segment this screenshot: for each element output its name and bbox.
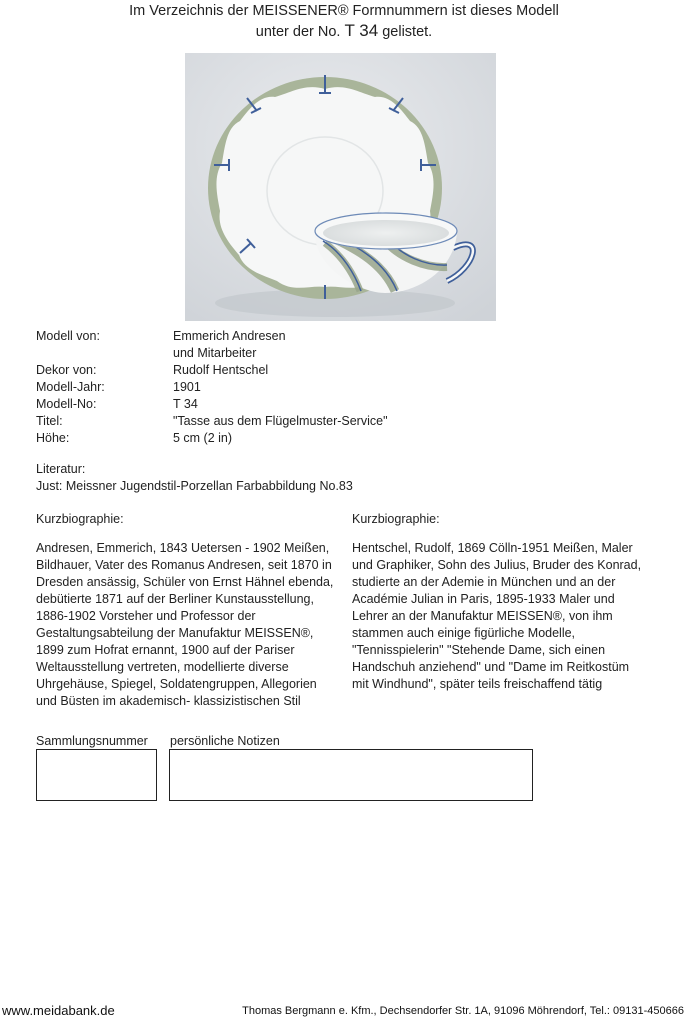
header-line-1: Im Verzeichnis der MEISSENER® Formnummern ist dieses Modell [129,3,559,19]
bio-line: "Tennisspielerin" "Stehende Dame, sich einen [352,643,606,657]
header-line-2 [0,21,688,42]
detail-label: Modell-Jahr: [36,380,105,394]
collection-number-field[interactable] [36,749,157,801]
bio-text-hentschel [352,540,652,693]
bio-heading-hentschel: Kurzbiographie: [352,512,440,526]
personal-notes-field[interactable] [169,749,533,801]
bio-line: und Graphiker, Sohn des Julius, Bruder des Konrad, [352,558,642,572]
literature-section [36,461,353,495]
bio-line: Académie Julian in Paris, 1895-1933 Maler und [352,592,615,606]
footer-website-link[interactable]: www.meidabank.de [2,1003,115,1018]
literature-text: Just: Meissner Jugendstil-Porzellan Farbabbildung No.83 [36,479,353,493]
bio-text-andresen [36,540,336,710]
bio-line: debütierte 1871 auf der Berliner Kunstausstellung, [36,592,314,606]
bio-line: Gestaltungsabteilung der Manufaktur MEISSEN®, [36,626,314,640]
bio-line: 1886-1902 Vorsteher und Professor der [36,609,256,623]
detail-label: Dekor von: [36,363,97,377]
product-photo [185,53,496,321]
cup-and-saucer-illustration [185,53,496,321]
bio-line: stammen auch einige figürliche Modelle, [352,626,576,640]
detail-value: und Mitarbeiter [173,346,257,360]
detail-value: Rudolf Hentschel [173,363,269,377]
bio-line: 1899 zum Hofrat ernannt, 1900 auf der Pariser [36,643,295,657]
bio-line: studierte an der Ademie in München und an der [352,575,616,589]
detail-value: 1901 [173,380,201,394]
personal-notes-label: persönliche Notizen [170,734,280,748]
bio-line: Bildhauer, Vater des Romanus Andresen, seit 1870 in [36,558,332,572]
detail-label: Modell von: [36,329,100,343]
detail-value: T 34 [173,397,198,411]
bio-line: Andresen, Emmerich, 1843 Uetersen - 1902 Meißen, [36,541,330,555]
bio-heading-andresen: Kurzbiographie: [36,512,124,526]
bio-line: Dresden ansässig, Schüler von Ernst Hähnel ebenda, [36,575,334,589]
bio-line: Uhrgehäuse, Spiegel, Soldatengruppen, Allegorien [36,677,317,691]
detail-value: Emmerich Andresen [173,329,286,343]
detail-label: Höhe: [36,431,70,445]
header-line-2-prefix: unter der No. [255,24,341,40]
bio-line: Hentschel, Rudolf, 1869 Cölln-1951 Meißen, Maler [352,541,633,555]
footer-address: Thomas Bergmann e. Kfm., Dechsendorfer Str. 1A, 91096 Möhrendorf, Tel.: 09131-450666 [242,1005,684,1017]
detail-label: Titel: [36,414,63,428]
detail-value: 5 cm (2 in) [173,431,233,445]
bio-line: mit Windhund", später teils freischaffend tätig [352,677,603,691]
literature-heading: Literatur: [36,462,86,476]
header-model-number: T 34 [344,21,379,40]
collection-number-label: Sammlungsnummer [36,734,148,748]
bio-line: und Büsten im akademisch- klassizistischen Stil [36,694,301,708]
bio-line: Weltausstellung vertreten, modellierte diverse [36,660,289,674]
bio-line: Handschuh anziehend" und "Dame im Reitkostüm [352,660,630,674]
detail-label: Modell-No: [36,397,97,411]
detail-value: "Tasse aus dem Flügelmuster-Service" [173,414,388,428]
header-line-2-suffix: gelistet. [382,24,433,40]
bio-line: Lehrer an der Manufaktur MEISSEN®, von ihm [352,609,613,623]
